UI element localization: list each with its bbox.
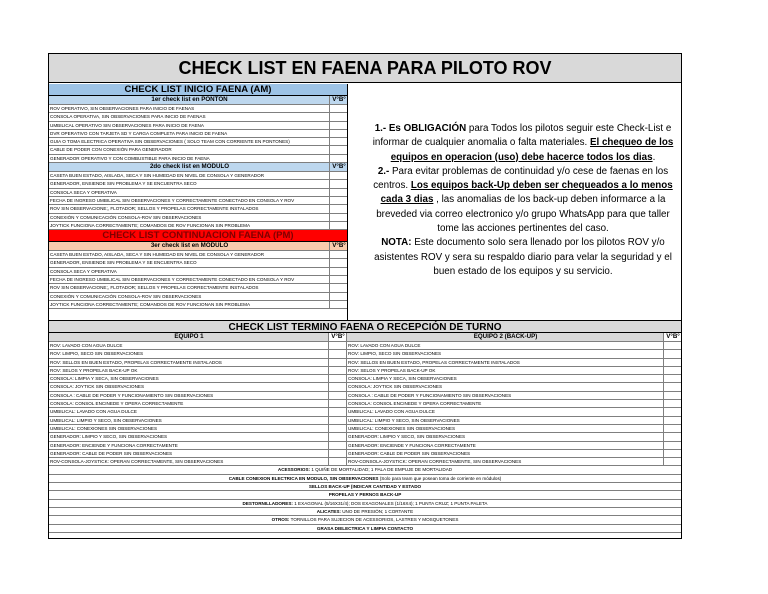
termino-heading: CHECK LIST TERMINO FAENA O RECEPCIÓN DE TURNO bbox=[49, 320, 681, 333]
equipo1-vb-checkbox[interactable] bbox=[329, 417, 346, 424]
accesorio-text: UNO DE PRESIÓN; 1 CORTANTE bbox=[340, 508, 414, 514]
note-2-text: Para evitar problemas de continuidad y/o cese de faenas en los centros. bbox=[373, 165, 669, 192]
vb-checkbox-cell[interactable] bbox=[330, 222, 347, 229]
check2-items bbox=[49, 172, 347, 230]
check1-items bbox=[49, 105, 347, 163]
vb-header: V°B° bbox=[332, 242, 346, 250]
equipo2-item-label: CONSOLA: CONSOL ENCINEDE Y OPERA CORRECTAMENTE bbox=[347, 400, 664, 407]
nota-label: NOTA: bbox=[381, 237, 412, 249]
note-2-end: , las anomalias de los back-up deben informarce a la breveded via correo electronico y/o grupo WhatsApp para que taller tome las acciones pertinentes del caso. bbox=[376, 194, 670, 235]
equipo2-vb-checkbox[interactable] bbox=[664, 400, 681, 407]
accesorio-label: PROPELAS Y PERNOS BACK-UP bbox=[328, 492, 402, 498]
equipo1-cell bbox=[49, 359, 347, 366]
equipo1-vb-checkbox[interactable] bbox=[329, 433, 346, 440]
equipo2-item-label: ROV: LAVADO CON AGUA DULCE bbox=[347, 342, 664, 349]
checklist-item-label: CASETA BUEN ESTADO, AISLADA, SECA Y SIN HUMEDAD EN NIVEL DE CONSOLA Y GENERADOR bbox=[49, 251, 330, 258]
termino-row bbox=[49, 367, 681, 375]
equipo1-item-label: UMBILICAL: LAVADO CON AGUA DULCE bbox=[49, 408, 329, 415]
termino-row bbox=[49, 359, 681, 367]
vb-checkbox-cell[interactable] bbox=[330, 189, 347, 196]
accesorio-row bbox=[49, 525, 681, 533]
termino-row bbox=[49, 458, 681, 466]
equipo2-item-label: ROV: SELLOS EN BUEN ESTADO, PROPELAS CORRECTAMENTE INSTALADOS bbox=[347, 359, 664, 366]
equipo1-item-label: ROV: LAVADO CON AGUA DULCE bbox=[49, 342, 329, 349]
equipo2-cell bbox=[347, 450, 681, 457]
checklist-row bbox=[49, 146, 347, 154]
note-1-end: . bbox=[652, 151, 656, 163]
equipo2-item-label: GENERADOR: ENCIENDE Y FUNCIONA CORRECTAMENTE bbox=[347, 442, 664, 449]
equipo2-cell bbox=[347, 342, 681, 349]
checklist-item-label: JOYTICK FUNCIONA CORRECTAMENTE; COMANDOS DE ROV FUNCIONAN SIN PROBLEMA bbox=[49, 222, 330, 229]
vb-checkbox-cell[interactable] bbox=[330, 146, 347, 153]
equipo1-item-label: CONSOLA: CONSOL ENCINEDE Y OPERA CORRECTAMENTE bbox=[49, 400, 329, 407]
equipo1-vb-checkbox[interactable] bbox=[329, 350, 346, 357]
vb-header: V°B° bbox=[332, 163, 346, 171]
checklist-row bbox=[49, 113, 347, 121]
equipo1-cell bbox=[49, 400, 347, 407]
checklist-sheet bbox=[48, 53, 682, 539]
equipo1-cell bbox=[49, 425, 347, 432]
termino-row bbox=[49, 400, 681, 408]
accesorio-label: SELLOS BACK-UP (INDICAR CANTIDAD Y ESTADO bbox=[308, 484, 422, 490]
vb-checkbox-cell[interactable] bbox=[330, 293, 347, 300]
checklist-row bbox=[49, 189, 347, 197]
accesorio-row bbox=[49, 491, 681, 499]
checklist-item-label: ROV OPERATIVO, SIN OBSERVACIONES PARA INICIO DE FAENAS bbox=[49, 105, 330, 112]
accesorio-text: 1 QUIÑE DE MORTALIDAD; 1 PALA DE EMPUJE DE MORTALIDAD bbox=[310, 467, 453, 473]
termino-row bbox=[49, 442, 681, 450]
equipo2-cell bbox=[347, 433, 681, 440]
termino-row bbox=[49, 408, 681, 416]
equipo2-cell bbox=[347, 392, 681, 399]
accesorio-row bbox=[49, 483, 681, 491]
checklist-row bbox=[49, 155, 347, 163]
termino-items bbox=[49, 342, 681, 466]
termino-row bbox=[49, 433, 681, 441]
checklist-row bbox=[49, 105, 347, 113]
equipo2-cell bbox=[347, 383, 681, 390]
vb-header: V°B° bbox=[664, 333, 681, 341]
equipo1-item-label: CONSOLA: JOYTICK SIN OBSERVACIONES bbox=[49, 383, 329, 390]
checklist-item-label: CONEXIÓN Y COMUNICACIÓN CONSOLA-ROV SIN OBSERVACIONES bbox=[49, 293, 330, 300]
checklist-item-label: CASETA BUEN ESTADO, AISLADA, SECA Y SIN HUMEDAD EN NIVEL DE CONSOLA Y GENERADOR bbox=[49, 172, 330, 179]
equipo1-cell bbox=[49, 458, 347, 465]
note-1-text: para Todos los pilotos seguir este Check-List e informar de cualquier anomalia o falta materiales. bbox=[372, 123, 672, 149]
equipo2-vb-checkbox[interactable] bbox=[664, 383, 681, 390]
equipo2-cell bbox=[347, 458, 681, 465]
equipo2-cell bbox=[347, 375, 681, 382]
equipo1-cell bbox=[49, 392, 347, 399]
checklist-row bbox=[49, 293, 347, 301]
equipo2-cell bbox=[347, 367, 681, 374]
vb-checkbox-cell[interactable] bbox=[330, 205, 347, 212]
checklist-row bbox=[49, 172, 347, 180]
checklist-item-label: GENERADOR, ENSIENDE SIN PROBLEMA Y SE ENCUENTRA SECO bbox=[49, 180, 330, 187]
equipo2-vb-checkbox[interactable] bbox=[664, 350, 681, 357]
equipo2-item-label: ROV: SELOS Y PROPELAS BACK-UP OK bbox=[347, 367, 664, 374]
note-3 bbox=[367, 236, 679, 279]
termino-row bbox=[49, 392, 681, 400]
equipo1-cell bbox=[49, 342, 347, 349]
check1-header bbox=[49, 96, 347, 105]
equipo2-vb-checkbox[interactable] bbox=[664, 433, 681, 440]
termino-row bbox=[49, 417, 681, 425]
equipo2-item-label: UMBILICAL: LIMPIO Y SECO, SIN OBSERVACIONES bbox=[347, 417, 664, 424]
accesorio-label: ACESSORIOS: bbox=[277, 467, 311, 473]
instructions-notes bbox=[367, 122, 679, 279]
equipo2-vb-checkbox[interactable] bbox=[664, 450, 681, 457]
checklist-row bbox=[49, 222, 347, 230]
checklist-item-label: CONSOLA SECA Y OPERATIVA bbox=[49, 268, 330, 275]
equipo2-cell bbox=[347, 425, 681, 432]
equipo1-vb-checkbox[interactable] bbox=[329, 425, 346, 432]
checklist-item-label: UMBILICAL OPERATIVO SIN OBSERVACIONES PARA INICIO DE FAENA bbox=[49, 122, 330, 129]
equipo2-vb-checkbox[interactable] bbox=[664, 342, 681, 349]
equipo2-item-label: UMBILICAL: CONEXIONES SIN OBSERVACIONES bbox=[347, 425, 664, 432]
checklist-row bbox=[49, 268, 347, 276]
accesorio-row bbox=[49, 466, 681, 474]
equipo1-vb-checkbox[interactable] bbox=[329, 392, 346, 399]
accesorio-text: TORNILLOS PARA SUJECION DE ACESSORIOS, LASTRES Y MOSQUETONES bbox=[289, 517, 459, 523]
check2-label: 2do check list en MODULO bbox=[49, 163, 330, 171]
equipo2-cell bbox=[347, 359, 681, 366]
nota-text: Este documento solo sera llenado por los pilotos ROV y/o asistentes ROV y sera su respaldo diario para velar la seguridad y el buen estado de los equipos y su servicio. bbox=[374, 237, 672, 277]
equipo1-cell bbox=[49, 450, 347, 457]
equipo2-cell bbox=[347, 350, 681, 357]
checklist-row bbox=[49, 130, 347, 138]
equipo1-cell bbox=[49, 408, 347, 415]
accesorio-label: GRASA DIELECTRICA Y LIMPIA CONTACTO bbox=[316, 525, 414, 531]
equipo2-cell bbox=[347, 400, 681, 407]
equipo1-item-label: UMBILICAL: LIMPIO Y SECO, SIN OBSERVACIONES bbox=[49, 417, 329, 424]
equipo1-cell bbox=[49, 383, 347, 390]
equipo2-label: EQUIPO 2 (BACK-UP) bbox=[347, 333, 664, 341]
note-2 bbox=[367, 165, 679, 236]
note-2-underline: Los equipos back-Up deben ser chequeados a lo menos cada 3 dias bbox=[380, 180, 673, 206]
equipo1-label: EQUIPO 1 bbox=[49, 333, 329, 341]
accesorio-row bbox=[49, 500, 681, 508]
checklist-row bbox=[49, 214, 347, 222]
accesorio-text: 1 EXAGONAL (5/16X31/4); DOS EXAGONALES (1/16X4); 1 PUNTA CRUZ; 1 PUNTA PALETA bbox=[292, 500, 488, 506]
inicio-heading: CHECK LIST INICIO FAENA (AM) bbox=[49, 84, 347, 96]
vb-checkbox-cell[interactable] bbox=[330, 113, 347, 120]
termino-row bbox=[49, 375, 681, 383]
termino-row bbox=[49, 450, 681, 458]
column-divider bbox=[347, 84, 348, 320]
equipo1-vb-checkbox[interactable] bbox=[329, 400, 346, 407]
equipo1-item-label: GENERADOR: ENCIENDE Y FUNCIONA CORRECTAMENTE bbox=[49, 442, 329, 449]
checklist-item-label: CONEXIÓN Y COMUNICACIÓN CONSOLA-ROV SIN OBSERVACIONES bbox=[49, 214, 330, 221]
checklist-row bbox=[49, 197, 347, 205]
checklist-item-label: GENERADOR OPERATIVO Y CON COMBUSTIBLE PARA INICIO DE FAENA bbox=[49, 155, 330, 162]
checklist-item-label: FECHA DE INGRESO UMBILICAL SIN OBSERVACIONES Y CORRECTAMENTE CONECTADO EN CONSOLA Y ROV bbox=[49, 276, 330, 283]
check1-label: 1er check list en PONTON bbox=[49, 96, 330, 104]
equipo1-item-label: GENERADOR: LIMPIO Y SECO, SIN OBSERVACIONES bbox=[49, 433, 329, 440]
accesorio-label: OTROS: bbox=[271, 517, 290, 523]
vb-header: V°B° bbox=[332, 96, 346, 103]
equipo2-vb-checkbox[interactable] bbox=[664, 417, 681, 424]
termino-row bbox=[49, 342, 681, 350]
equipo2-vb-checkbox[interactable] bbox=[664, 408, 681, 415]
checklist-row bbox=[49, 284, 347, 292]
accesorio-text: (Solo para team que posean toma de corriente en módulos) bbox=[378, 475, 502, 481]
checklist-item-label: CONSOLA SECA Y OPERATIVA bbox=[49, 189, 330, 196]
equipo1-vb-checkbox[interactable] bbox=[329, 367, 346, 374]
equipo2-vb-checkbox[interactable] bbox=[664, 359, 681, 366]
equipo2-vb-checkbox[interactable] bbox=[664, 425, 681, 432]
equipo1-vb-checkbox[interactable] bbox=[329, 383, 346, 390]
equipo1-cell bbox=[49, 375, 347, 382]
checklist-row bbox=[49, 180, 347, 188]
vb-checkbox-cell[interactable] bbox=[330, 259, 347, 266]
vb-checkbox-cell[interactable] bbox=[330, 214, 347, 221]
vb-checkbox-cell[interactable] bbox=[330, 284, 347, 291]
vb-checkbox-cell[interactable] bbox=[330, 268, 347, 275]
equipo2-item-label: GENERADOR: CABLE DE PODER SIN OBSERVACIONES bbox=[347, 450, 664, 457]
vb-checkbox-cell[interactable] bbox=[330, 155, 347, 162]
checklist-item-label: GENERADOR, ENSIENDE SIN PROBLEMA Y SE ENCUENTRA SECO bbox=[49, 259, 330, 266]
checklist-item-label: DVR OPERATIVO CON TARJETA SD Y CARGA COMPLETA PARA INICIO DE FAENA bbox=[49, 130, 330, 137]
equipo2-cell bbox=[347, 417, 681, 424]
checklist-row bbox=[49, 259, 347, 267]
equipo2-item-label: GENERADOR: LIMPIO Y SECO, SIN OBSERVACIONES bbox=[347, 433, 664, 440]
accesorios-rows bbox=[49, 466, 681, 532]
accesorio-row bbox=[49, 516, 681, 524]
equipo-header-row bbox=[49, 333, 681, 342]
checklist-item-label: CABLE DE PODER CON CONEXIÓN PARA GENERADOR bbox=[49, 146, 330, 153]
equipo2-item-label: CONSOLA : CABLE DE PODER Y FUNCIONAMIENTO SIN OBSERVACIONES bbox=[347, 392, 664, 399]
equipo2-cell bbox=[347, 442, 681, 449]
equipo2-item-label: ROV: LIMPIO, SECO SIN OBSERVACIONES bbox=[347, 350, 664, 357]
equipo2-vb-checkbox[interactable] bbox=[664, 442, 681, 449]
equipo2-vb-checkbox[interactable] bbox=[664, 375, 681, 382]
check3-items bbox=[49, 251, 347, 309]
equipo1-vb-checkbox[interactable] bbox=[329, 375, 346, 382]
checklist-item-label: ROV SIN OBSERVACIONE;, FLOTADOR; SELLOS Y PROPELAS CORRECTAMENTE INSTALADOS bbox=[49, 284, 330, 291]
equipo2-item-label: UMBILICAL: LAVADO CON AGUA DULCE bbox=[347, 408, 664, 415]
note-2-prefix: 2.- bbox=[377, 165, 390, 177]
equipo1-vb-checkbox[interactable] bbox=[329, 458, 346, 465]
equipo1-item-label: ROV-CONSOLA-JOYSTICK: OPERAN CORRECTAMENTE, SIN OBSERVACIONES bbox=[49, 458, 329, 465]
vb-checkbox-cell[interactable] bbox=[330, 172, 347, 179]
equipo1-item-label: UMBILICAL: CONEXIONES SIN OBSERVACIONES bbox=[49, 425, 329, 432]
left-checklists bbox=[49, 84, 347, 309]
check3-header bbox=[49, 242, 347, 251]
equipo1-cell bbox=[49, 350, 347, 357]
equipo2-vb-checkbox[interactable] bbox=[664, 367, 681, 374]
accesorio-label: DESTORNILLADORES: bbox=[242, 500, 293, 506]
termino-row bbox=[49, 425, 681, 433]
equipo1-vb-checkbox[interactable] bbox=[329, 342, 346, 349]
equipo1-vb-checkbox[interactable] bbox=[329, 450, 346, 457]
equipo1-item-label: ROV: LIMPIO, SECO SIN OBSERVACIONES bbox=[49, 350, 329, 357]
equipo1-cell bbox=[49, 433, 347, 440]
note-1 bbox=[367, 122, 679, 165]
check3-label: 3er check list en MODULO bbox=[49, 242, 330, 250]
checklist-item-label: ROV SIN OBSERVACIONE;, FLOTADOR; SELLOS Y PROPELAS CORRECTAMENTE INSTALADOS bbox=[49, 205, 330, 212]
equipo2-item-label: CONSOLA: JOYTICK SIN OBSERVACIONES bbox=[347, 383, 664, 390]
check2-header bbox=[49, 163, 347, 172]
equipo1-cell bbox=[49, 417, 347, 424]
accesorio-row bbox=[49, 508, 681, 516]
vb-checkbox-cell[interactable] bbox=[330, 197, 347, 204]
equipo2-item-label: CONSOLA: LIMPIA Y SECA, SIN OBSERVACIONES bbox=[347, 375, 664, 382]
checklist-item-label: GUIA O TOMA ELECTRICA OPERATIVA SIN OBSERVACIONES ( SOLO TEAM CON CORRIENTE EN PONTONES) bbox=[49, 138, 330, 145]
vb-checkbox-cell[interactable] bbox=[330, 105, 347, 112]
equipo1-cell bbox=[49, 367, 347, 374]
note-1-prefix: 1.- Es bbox=[374, 123, 404, 134]
equipo1-cell bbox=[49, 442, 347, 449]
page-title: CHECK LIST EN FAENA PARA PILOTO ROV bbox=[49, 54, 681, 83]
equipo1-vb-checkbox[interactable] bbox=[329, 408, 346, 415]
note-1-bold: OBLIGACIÓN bbox=[403, 123, 467, 134]
vb-header: V°B° bbox=[329, 333, 346, 341]
checklist-item-label: FECHA DE INGRESO UMBILICAL SIN OBSERVACIONES Y CORRECTAMENTE CONECTADO EN CONSOLA Y ROV bbox=[49, 197, 330, 204]
accesorio-row bbox=[49, 475, 681, 483]
checklist-row bbox=[49, 251, 347, 259]
checklist-row bbox=[49, 138, 347, 146]
equipo1-item-label: CONSOLA: LIMPIA Y SECA, SIN OBSERVACIONES bbox=[49, 375, 329, 382]
termino-row bbox=[49, 350, 681, 358]
vb-checkbox-cell[interactable] bbox=[330, 276, 347, 283]
equipo1-vb-checkbox[interactable] bbox=[329, 442, 346, 449]
equipo2-vb-checkbox[interactable] bbox=[664, 392, 681, 399]
accesorio-label: CABLE CONEXION ELECTRICA EN MODULO, SIN OBSERVACIONES bbox=[228, 475, 379, 481]
termino-row bbox=[49, 383, 681, 391]
accesorio-label: ALICATES: bbox=[316, 508, 341, 514]
vb-checkbox-cell[interactable] bbox=[330, 301, 347, 308]
equipo1-item-label: ROV: SELLOS EN BUEN ESTADO, PROPELAS CORRECTAMENTE INSTALADOS bbox=[49, 359, 329, 366]
note-1-underline: El chequeo de los equipos en operacion (uso) debe hacerce todos los dias bbox=[390, 137, 674, 163]
equipo2-cell bbox=[347, 408, 681, 415]
checklist-item-label: CONSOLA OPERATIVA, SIN OBSERVACIONES PARA INICIO DE FAENAS bbox=[49, 113, 330, 120]
equipo2-item-label: ROV-CONSOLA-JOYSTICK: OPERAN CORRECTAMENTE, SIN OBSERVACIONES bbox=[347, 458, 664, 465]
equipo2-vb-checkbox[interactable] bbox=[664, 458, 681, 465]
equipo1-item-label: CONSOLA : CABLE DE PODER Y FUNCIONAMIENTO SIN OBSERVACIONES bbox=[49, 392, 329, 399]
checklist-row bbox=[49, 301, 347, 309]
checklist-item-label: JOYTICK FUNCIONA CORRECTAMENTE; COMANDOS DE ROV FUNCIONAN SIN PROBLEMA bbox=[49, 301, 330, 308]
vb-checkbox-cell[interactable] bbox=[330, 138, 347, 145]
equipo1-item-label: GENERADOR: CABLE DE PODER SIN OBSERVACIONES bbox=[49, 450, 329, 457]
termino-section bbox=[49, 320, 681, 533]
vb-checkbox-cell[interactable] bbox=[330, 130, 347, 137]
vb-checkbox-cell[interactable] bbox=[330, 180, 347, 187]
checklist-row bbox=[49, 122, 347, 130]
checklist-row bbox=[49, 205, 347, 213]
vb-checkbox-cell[interactable] bbox=[330, 122, 347, 129]
continuacion-heading: CHECK LIST CONTINUACION FAENA (PM) bbox=[49, 230, 347, 242]
equipo1-vb-checkbox[interactable] bbox=[329, 359, 346, 366]
checklist-row bbox=[49, 276, 347, 284]
equipo1-item-label: ROV: SELOS Y PROPELAS BACK-UP OK bbox=[49, 367, 329, 374]
vb-checkbox-cell[interactable] bbox=[330, 251, 347, 258]
